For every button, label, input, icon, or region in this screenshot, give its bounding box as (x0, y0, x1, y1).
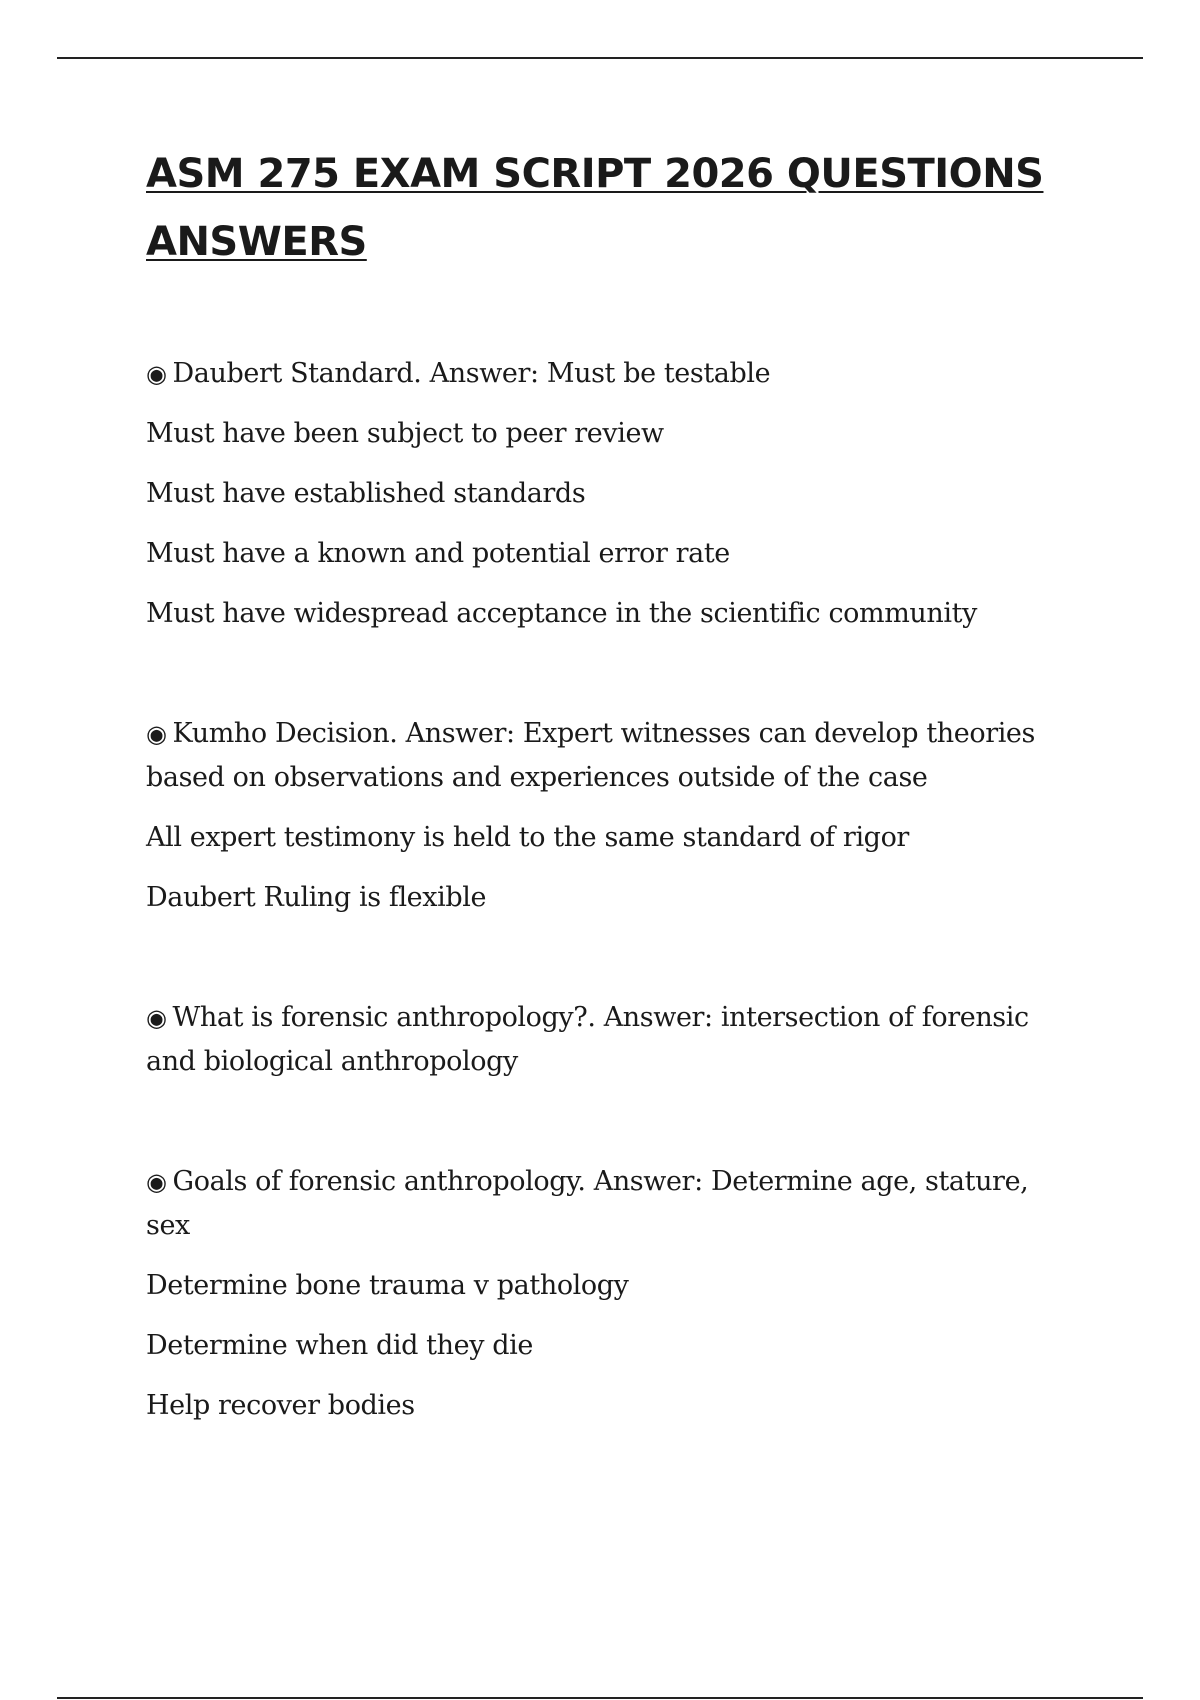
top-rule (57, 57, 1143, 59)
answer-line: Daubert Ruling is flexible (146, 882, 487, 913)
page-title: ASM 275 EXAM SCRIPT 2026 QUESTIONS ANSWERS (146, 151, 1044, 265)
answer-line: Determine when did they die (146, 1330, 533, 1361)
question-line (146, 352, 1076, 396)
question-line (146, 996, 1076, 1084)
question-text: Kumho Decision. Answer: Expert witnesses can develop theories based on observations and experiences outside of the case (146, 718, 1035, 793)
qa-item-kumho (146, 712, 1076, 920)
question-text: Daubert Standard. Answer: Must be testable (172, 358, 771, 389)
answer-line: All expert testimony is held to the same standard of rigor (146, 822, 909, 853)
document-body (146, 352, 1076, 1504)
answer-line: Must have a known and potential error rate (146, 538, 730, 569)
radio-bullet-icon: ◉ (146, 1168, 167, 1196)
answer-line: Determine bone trauma v pathology (146, 1270, 629, 1301)
question-line (146, 712, 1076, 800)
answer-line: Must have established standards (146, 478, 586, 509)
bottom-rule (57, 1697, 1143, 1699)
radio-bullet-icon: ◉ (146, 720, 167, 748)
qa-item-forensic-anthropology (146, 996, 1076, 1084)
radio-bullet-icon: ◉ (146, 360, 167, 388)
answer-line: Must have been subject to peer review (146, 418, 664, 449)
answer-line: Help recover bodies (146, 1390, 415, 1421)
question-line (146, 1160, 1076, 1248)
radio-bullet-icon: ◉ (146, 1004, 167, 1032)
answer-line: Must have widespread acceptance in the scientific community (146, 598, 977, 629)
qa-item-daubert (146, 352, 1076, 636)
qa-item-goals (146, 1160, 1076, 1428)
question-text: Goals of forensic anthropology. Answer: Determine age, stature, sex (146, 1166, 1029, 1241)
question-text: What is forensic anthropology?. Answer: intersection of forensic and biological anthropology (146, 1002, 1029, 1077)
